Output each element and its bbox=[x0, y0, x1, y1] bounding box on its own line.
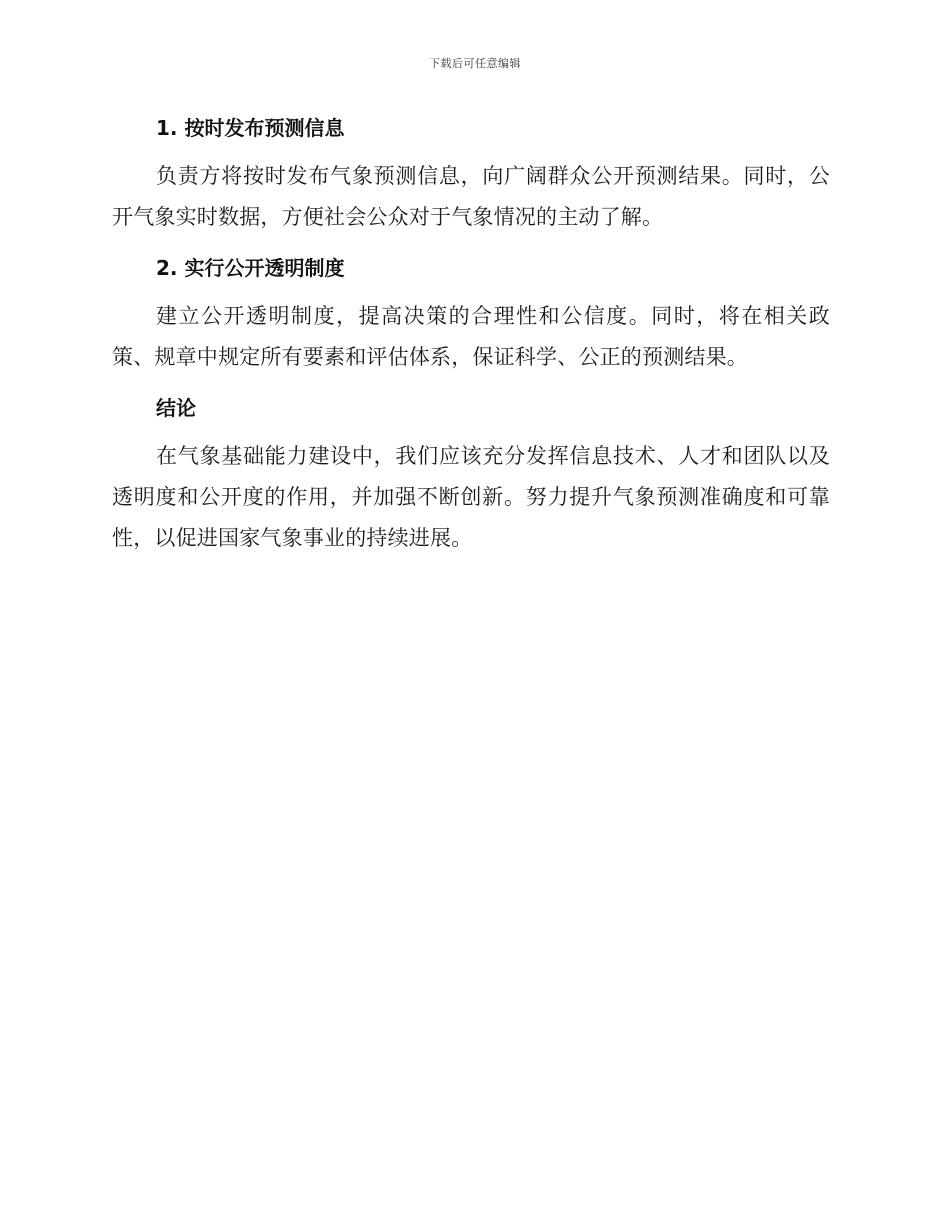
section-paragraph-publish-forecast: 负责方将按时发布气象预测信息，向广阔群众公开预测结果。同时，公开气象实时数据，方便社会公众对于气象情况的主动了解。 bbox=[112, 164, 830, 229]
document-body bbox=[112, 114, 830, 559]
section-paragraph-conclusion: 在气象基础能力建设中，我们应该充分发挥信息技术、人才和团队以及透明度和公开度的作用，并加强不断创新。努力提升气象预测准确度和可靠性，以促进国家气象事业的持续进展。 bbox=[112, 444, 830, 550]
page-header-note: 下载后可任意编辑 bbox=[429, 57, 521, 70]
section-heading-transparency: 2. 实行公开透明制度 bbox=[156, 256, 345, 280]
section-heading-publish-forecast: 1. 按时发布预测信息 bbox=[156, 116, 345, 140]
section-paragraph-transparency: 建立公开透明制度，提高决策的合理性和公信度。同时，将在相关政策、规章中规定所有要素和评估体系，保证科学、公正的预测结果。 bbox=[112, 304, 830, 369]
section-heading-conclusion: 结论 bbox=[156, 396, 196, 420]
